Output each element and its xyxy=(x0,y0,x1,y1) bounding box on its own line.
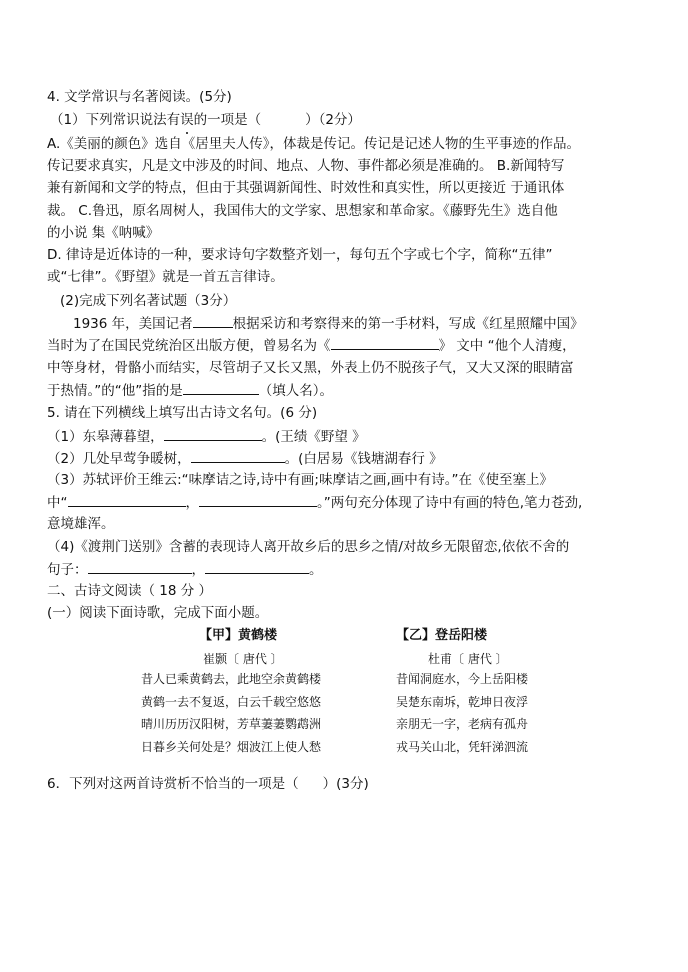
answer-blank[interactable] xyxy=(88,559,192,574)
q4-passage-line: 当时为了在国民党统治区出版方便，曾易名为《 》 文中 “他个人清瘦， xyxy=(47,335,576,356)
q6-heading: 6．下列对这两首诗赏析不恰当的一项是（ ）(3分) xyxy=(47,776,369,792)
q4-passage-line: 中等身材，骨骼小而结实，尽管胡子又长又黑，外表上仍不脱孩子气，又大又深的眼睛富 xyxy=(47,360,574,376)
q5-item-3: （3）苏轼评价王维云:“味摩诘之诗,诗中有画;味摩诘之画,画中有诗。”在《使至塞上》 xyxy=(47,472,554,488)
q5-heading: 5. 请在下列横线上填写出古诗文名句。(6 分) xyxy=(47,405,318,421)
q4-sub2: (2)完成下列名著试题（3分） xyxy=(60,293,237,309)
answer-blank[interactable] xyxy=(199,492,317,507)
poem-a-line: 昔人已乘黄鹤去，此地空余黄鹤楼 xyxy=(141,672,322,686)
q4-heading: 4. 文学常识与名著阅读。(5分) xyxy=(47,89,232,105)
q4-option-d-line: D. 律诗是近体诗的一种，要求诗句字数整齐划一，每句五个字或七个字，简称“五律” xyxy=(47,247,553,263)
q4-option-text-line: 兼有新闻和文学的特点，但由于其强调新闻性、时效性和真实性，所以更接近 于通讯体 xyxy=(47,180,565,196)
poem-b-line: 昔闻洞庭水，今上岳阳楼 xyxy=(396,672,529,686)
answer-blank[interactable] xyxy=(183,380,259,395)
poem-b-line: 亲朋无一字，老病有孤舟 xyxy=(396,717,529,731)
q4-passage-line: 1936 年，美国记者 根据采访和考察得来的第一手材料，写成《红星照耀中国》 xyxy=(73,313,584,334)
q5-item-3-answer: 中“ ， 。”两句充分体现了诗中有画的特色,笔力苍劲, xyxy=(47,492,582,513)
poem-a-author: 崔颢〔 唐代 〕 xyxy=(203,652,283,666)
q5-item-2: （2）几处早莺争暖树， 。(白居易《钱塘湖春行 》 xyxy=(47,448,443,469)
q4-option-text-line: 裁。 C.鲁迅，原名周树人，我国伟大的文学家、思想家和革命家。《藤野先生》选自他 xyxy=(47,203,558,219)
q4-passage-line: 于热情。”的“他”指的是 （填人名）。 xyxy=(47,380,333,401)
q5-item-1: （1）东皋薄暮望， 。(王绩《野望 》 xyxy=(47,426,366,447)
answer-blank[interactable] xyxy=(164,426,262,441)
poem-a-line: 日暮乡关何处是？烟波江上使人愁 xyxy=(141,740,322,754)
q4-option-text-line: 传记要求真实，凡是文中涉及的时间、地点、人物、事件都必须是准确的。 B.新闻特写 xyxy=(47,158,565,174)
emphasis-dot-char: 误 xyxy=(180,112,194,128)
section-2-heading: 二、古诗文阅读（ 18 分 ） xyxy=(47,583,213,599)
answer-blank[interactable] xyxy=(193,313,233,328)
q5-item-3-tail: 意境雄浑。 xyxy=(47,516,115,532)
poem-b-author: 杜甫〔 唐代 〕 xyxy=(428,652,508,666)
poem-b-title: 【乙】登岳阳楼 xyxy=(396,628,488,643)
poem-a-line: 黄鹤一去不复返，白云千载空悠悠 xyxy=(141,695,322,709)
answer-blank[interactable] xyxy=(205,559,309,574)
q4-option-d-line: 或“七律”。《野望》就是一首五言律诗。 xyxy=(47,269,284,285)
poem-b-line: 吴楚东南坼，乾坤日夜浮 xyxy=(396,695,529,709)
q5-item-4: （4)《渡荆门送别》含蓄的表现诗人离开故乡后的思乡之情/对故乡无限留恋,依依不舍的 xyxy=(47,539,570,555)
answer-blank[interactable] xyxy=(331,335,439,350)
answer-blank[interactable] xyxy=(191,448,285,463)
answer-blank[interactable] xyxy=(68,492,186,507)
q4-sub1: （1）下列常识说法有误的一项是（ ）（2分） xyxy=(50,112,361,128)
poem-b-line: 戎马关山北，凭轩涕泗流 xyxy=(396,740,529,754)
section-2-intro: (一）阅读下面诗歌，完成下面小题。 xyxy=(47,605,269,621)
q5-item-4-answer: 句子： ， 。 xyxy=(47,559,323,580)
poem-a-line: 晴川历历汉阳树，芳草萋萋鹦鹉洲 xyxy=(141,717,322,731)
poem-a-title: 【甲】黄鹤楼 xyxy=(199,628,278,643)
q4-option-text-line: 的小说 集《呐喊》 xyxy=(47,225,160,241)
q4-option-a-line: A.《美丽的颜色》选自《居里夫人传》，体裁是传记。传记是记述人物的生平事迹的作品。 xyxy=(47,136,581,152)
